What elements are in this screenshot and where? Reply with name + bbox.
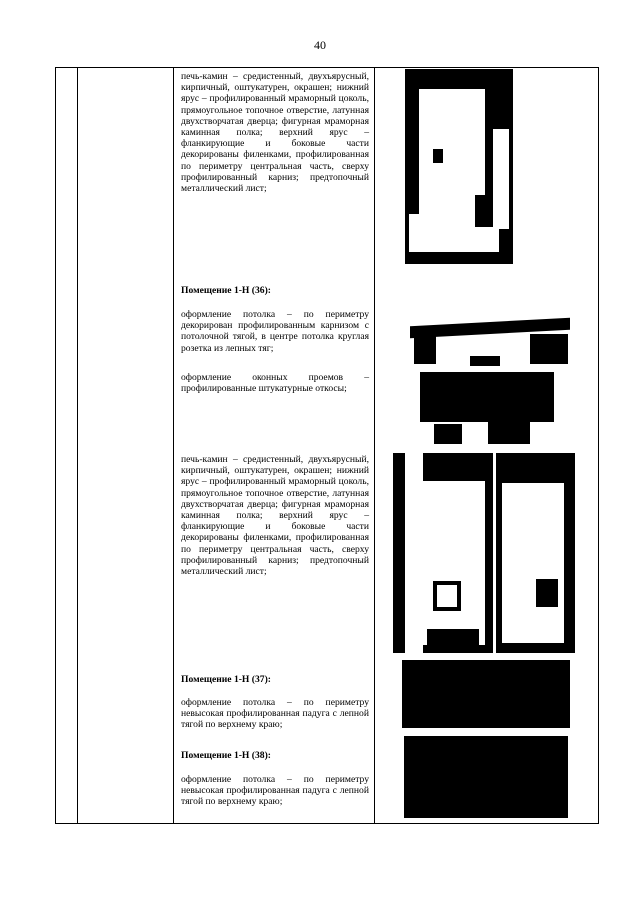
stove-photo: [405, 69, 513, 264]
stove-photo-left: [393, 453, 493, 653]
window-description-36: оформление оконных проемов – профилированные штукатурные откосы;: [181, 372, 369, 395]
ceiling-description-36: оформление потолка – по периметру декорирован профилированным карнизом с потолочной тягой, в центре потолка круглая розетка из лепных тяг;: [181, 309, 369, 354]
column-divider: [374, 68, 375, 823]
column-divider: [77, 68, 78, 823]
stove-description-1: печь-камин – средистенный, двухъярусный, кирпичный, оштукатурен, окрашен; нижний ярус – профилированный мраморный цоколь, прямоугольное топочное отверстие, латунная двухстворчатая дверца; фигурная мраморная каминная полка; верхний ярус – фланкирующие и боковые части декорированы филенками, профилированная по периметру центральная часть, сверху профилированный карниз; предтопочный металлический лист;: [181, 71, 369, 195]
room-heading-38: Помещение 1-Н (38):: [181, 750, 271, 761]
room-heading-37: Помещение 1-Н (37):: [181, 674, 271, 685]
page-number: 40: [314, 38, 326, 52]
window-reveal-photo: [420, 372, 554, 444]
stove-description-2: печь-камин – средистенный, двухъярусный, кирпичный, оштукатурен, окрашен; нижний ярус – профилированный мраморный цоколь, прямоугольное топочное отверстие, латунная двухстворчатая дверца; фигурная мраморная каминная полка; верхний ярус – фланкирующие и боковые части декорированы филенками, профилированная по периметру центральная часть, сверху профилированный карниз; предтопочный металлический лист;: [181, 454, 369, 578]
column-divider: [173, 68, 174, 823]
ceiling-cornice-photo: [410, 312, 570, 368]
ceiling-description-37: оформление потолка – по периметру невысокая профилированная падуга с лепной тягой по верхнему краю;: [181, 697, 369, 731]
room-heading-36: Помещение 1-Н (36):: [181, 285, 271, 296]
ceiling-description-38: оформление потолка – по периметру невысокая профилированная падуга с лепной тягой по верхнему краю;: [181, 774, 369, 808]
ceiling-photo-38: [404, 736, 568, 818]
stove-photo-right: [496, 453, 575, 653]
ceiling-photo-37: [402, 660, 570, 728]
